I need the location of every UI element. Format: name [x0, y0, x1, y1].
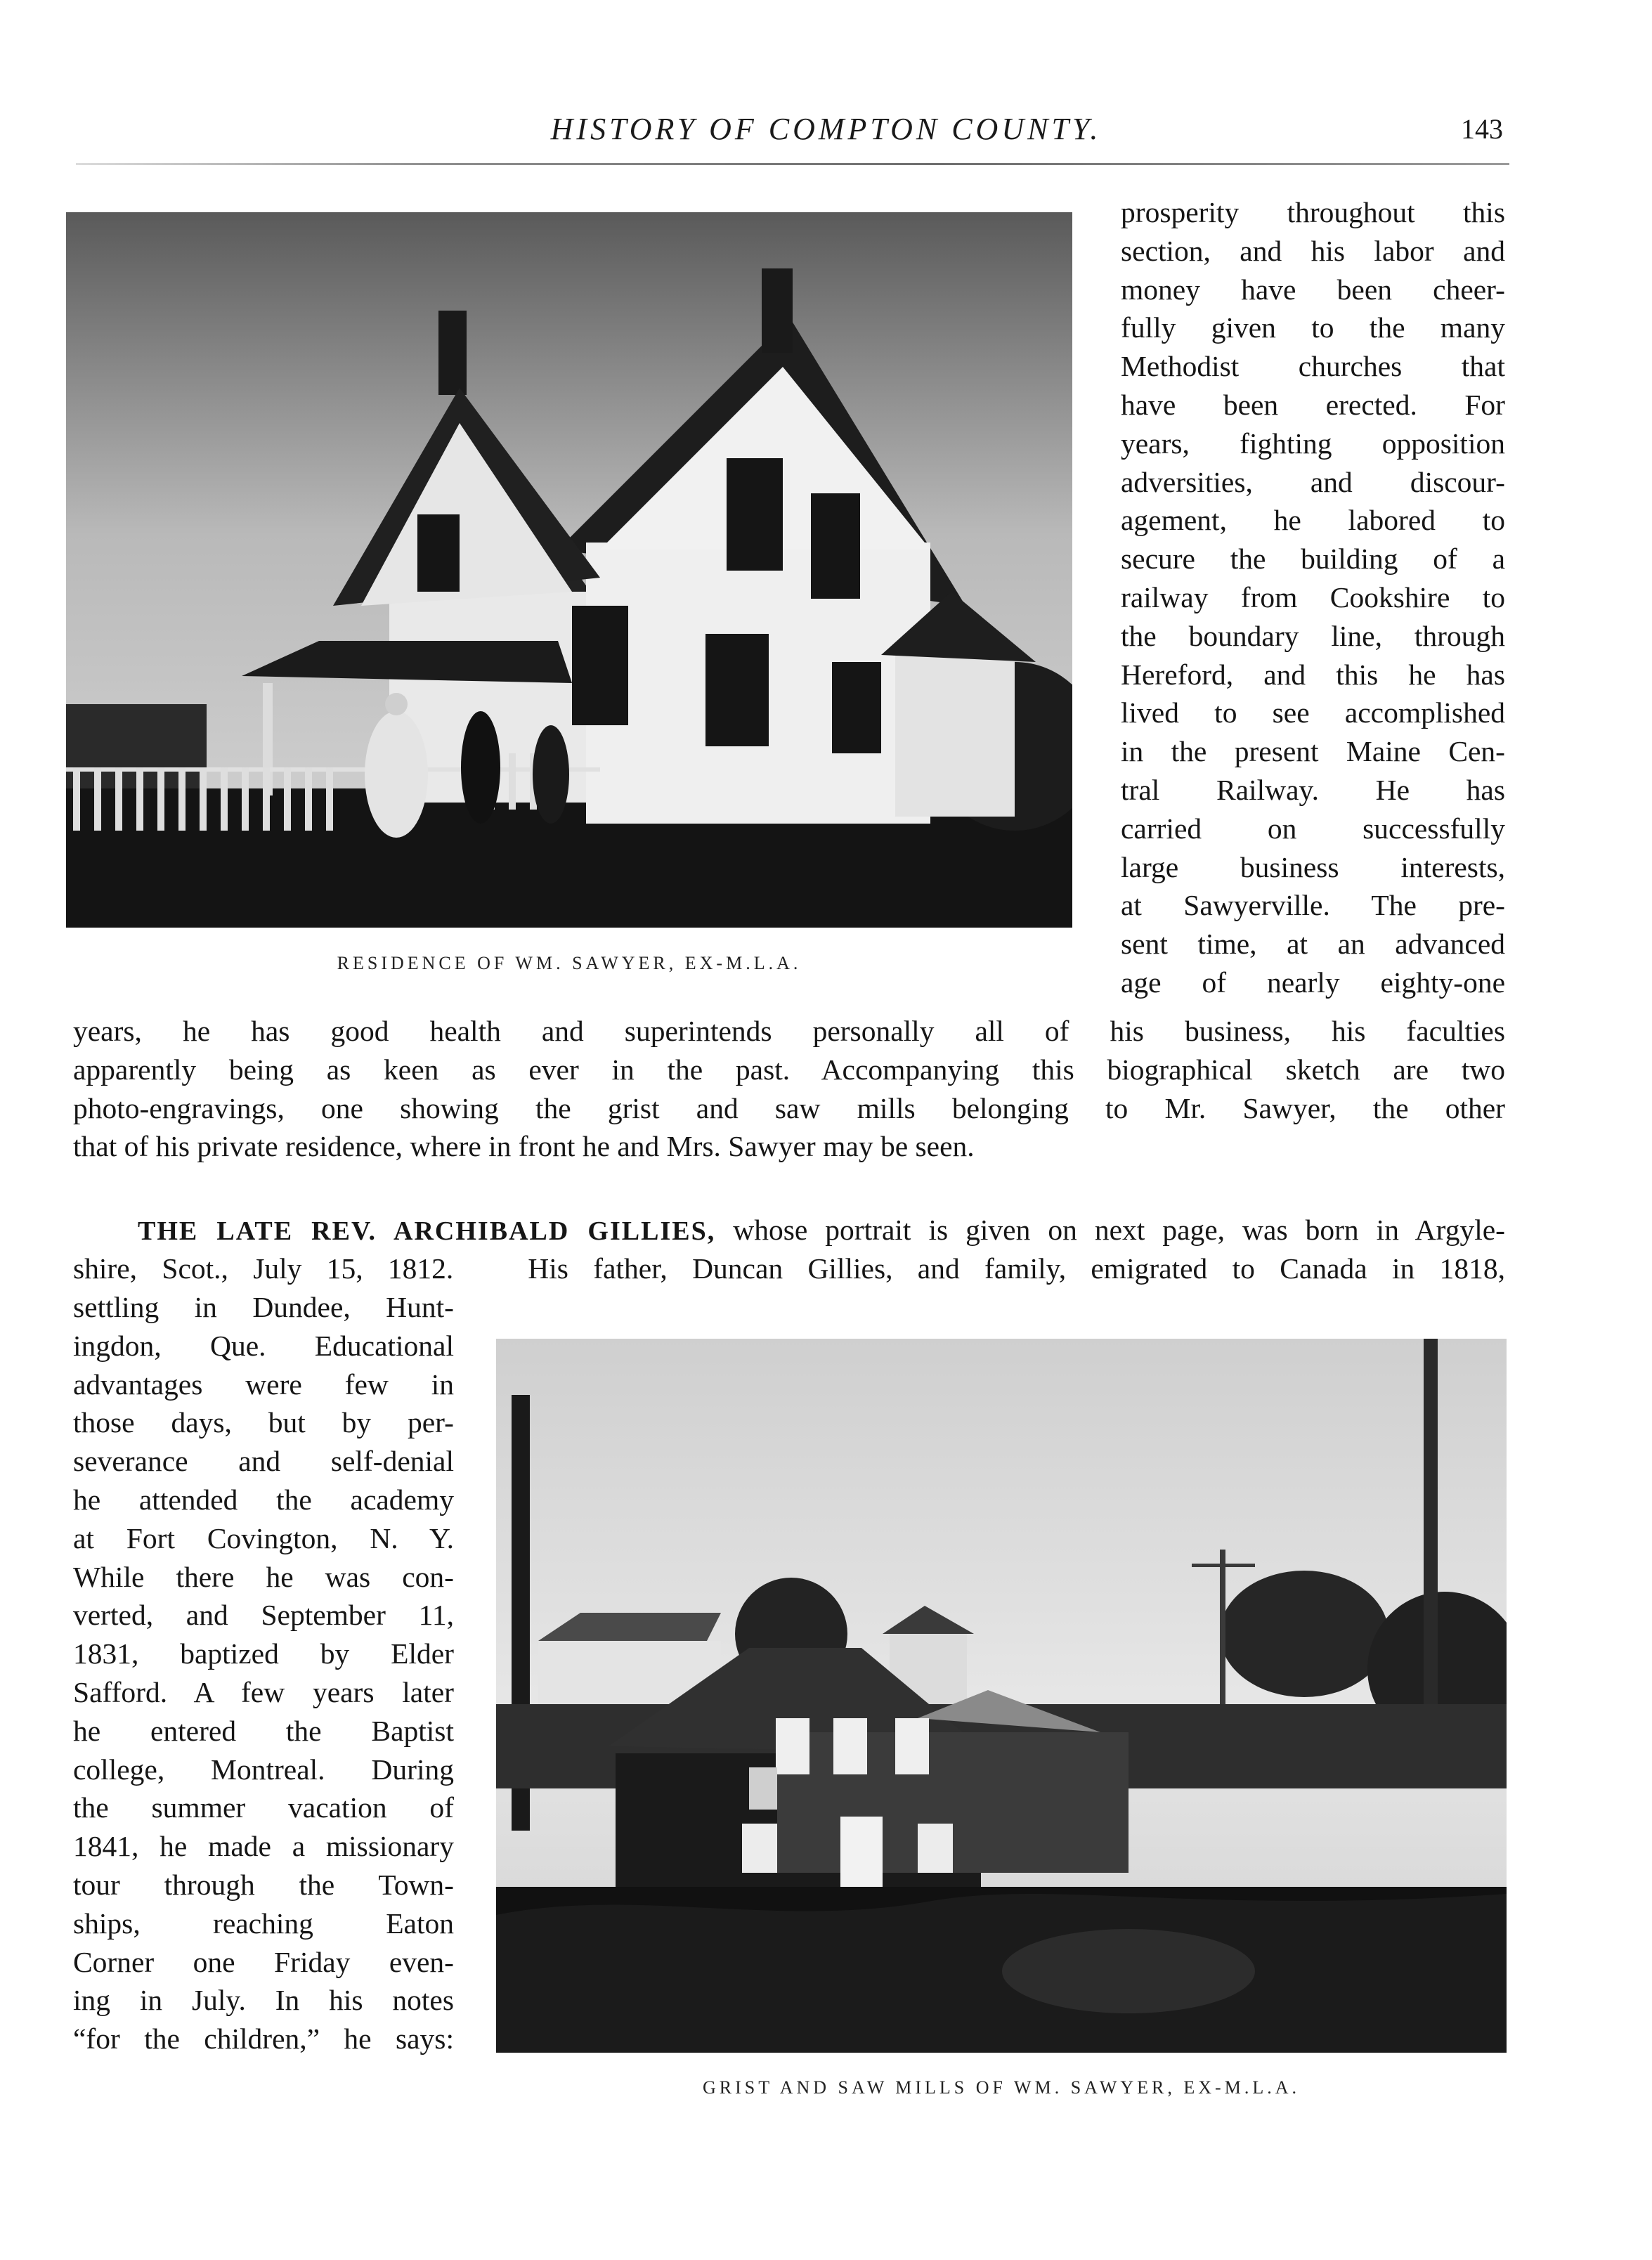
text-line: adversities, and discour-: [1121, 465, 1505, 498]
text-line: tral Railway. He has: [1121, 774, 1505, 806]
text-line: ingdon, Que. Educational: [73, 1329, 454, 1362]
mills-caption: GRIST AND SAW MILLS OF WM. SAWYER, EX-M.L.A.: [703, 2077, 1300, 2098]
text-line: at Sawyerville. The pre-: [1121, 889, 1505, 922]
paragraph2-line1-rest: whose portrait is given on next page, was born in Argyle-: [715, 1214, 1505, 1246]
paragraph2-line2: shire, Scot., July 15, 1812. His father, Duncan Gillies, and family, emigrated to Canada in 1818,: [73, 1252, 1505, 1285]
text-line: fully given to the many: [1121, 311, 1505, 344]
text-line: that of his private residence, where in front he and Mrs. Sawyer may be seen.: [73, 1130, 975, 1163]
text-line: at Fort Covington, N. Y.: [73, 1521, 454, 1554]
text-line: age of nearly eighty-one: [1121, 966, 1505, 999]
text-line: ships, reaching Eaton: [73, 1907, 454, 1940]
text-line: college, Montreal. During: [73, 1753, 454, 1786]
text-line: prosperity throughout this: [1121, 196, 1505, 228]
text-line: agement, he labored to: [1121, 504, 1505, 537]
residence-photo: [66, 212, 1072, 928]
text-line: railway from Cookshire to: [1121, 581, 1505, 613]
text-line: Corner one Friday even-: [73, 1945, 454, 1978]
text-line: apparently being as keen as ever in the past. Accompanying this biographical sketch are two: [73, 1053, 1505, 1086]
text-line: in the present Maine Cen-: [1121, 735, 1505, 768]
paragraph2-line1: [138, 1211, 1505, 1251]
text-line: secure the building of a: [1121, 543, 1505, 576]
text-line: section, and his labor and: [1121, 234, 1505, 267]
header-rule: [76, 163, 1509, 165]
paragraph2-lead: THE LATE REV. ARCHIBALD GILLIES,: [138, 1216, 716, 1246]
text-line: “for the children,” he says:: [73, 2022, 454, 2056]
page-number: 143: [1461, 113, 1503, 145]
text-line: large business interests,: [1121, 850, 1505, 883]
text-line: Hereford, and this he has: [1121, 658, 1505, 691]
text-line: those days, but by per-: [73, 1406, 454, 1439]
text-line: lived to see accomplished: [1121, 696, 1505, 729]
text-line: 1841, he made a missionary: [73, 1830, 454, 1863]
text-line: he attended the academy: [73, 1483, 454, 1516]
running-header-title: HISTORY OF COMPTON COUNTY.: [550, 112, 1102, 146]
text-line: he entered the Baptist: [73, 1714, 454, 1747]
residence-caption: RESIDENCE OF WM. SAWYER, EX-M.L.A.: [337, 953, 802, 973]
text-line: tour through the Town-: [73, 1869, 454, 1901]
text-line: 1831, baptized by Elder: [73, 1637, 454, 1670]
text-line: the summer vacation of: [73, 1791, 454, 1824]
text-line: have been erected. For: [1121, 389, 1505, 421]
text-line: Methodist churches that: [1121, 350, 1505, 383]
text-line: sent time, at an advanced: [1121, 928, 1505, 961]
text-line: severance and self-denial: [73, 1445, 454, 1478]
text-line: years, he has good health and superintends personally all of his business, his faculties: [73, 1015, 1505, 1047]
text-line: years, fighting opposition: [1121, 427, 1505, 460]
text-line: While there he was con-: [73, 1560, 454, 1593]
text-line: verted, and September 11,: [73, 1599, 454, 1632]
text-line: carried on successfully: [1121, 812, 1505, 845]
mills-photo: [496, 1339, 1507, 2053]
text-line: the boundary line, through: [1121, 619, 1505, 652]
text-line: photo-engravings, one showing the grist and saw mills belonging to Mr. Sawyer, the other: [73, 1091, 1505, 1124]
text-line: ing in July. In his notes: [73, 1984, 454, 2017]
text-line: advantages were few in: [73, 1368, 454, 1401]
text-line: Safford. A few years later: [73, 1676, 454, 1708]
text-line: settling in Dundee, Hunt-: [73, 1291, 454, 1323]
text-line: money have been cheer-: [1121, 273, 1505, 306]
